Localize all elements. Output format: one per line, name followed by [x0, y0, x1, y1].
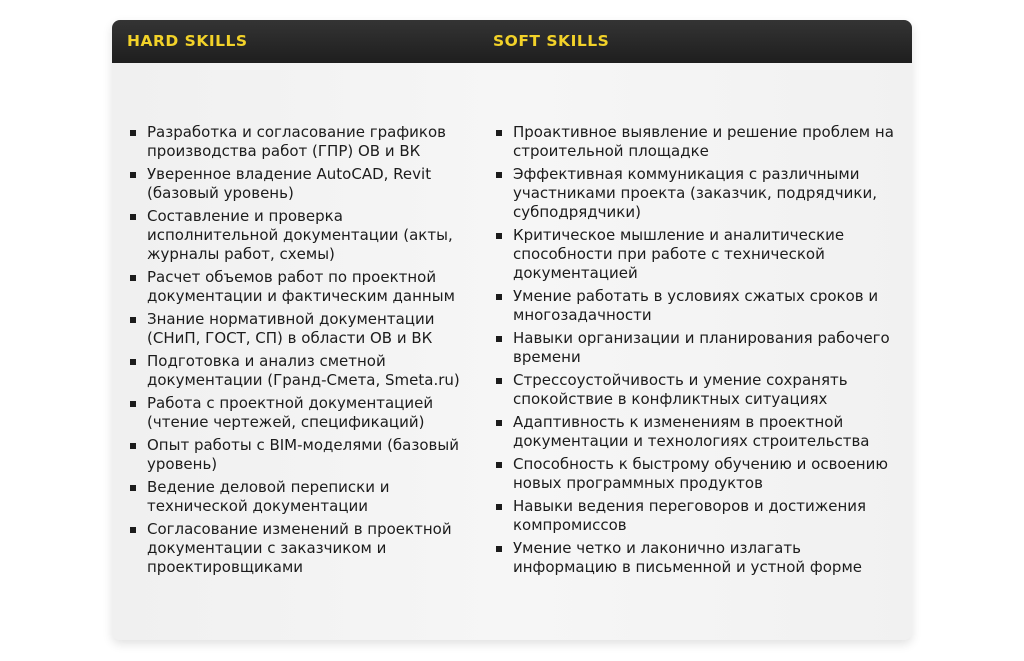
- list-item: [126, 520, 466, 577]
- list-item: [126, 478, 466, 516]
- list-item: [126, 165, 466, 203]
- list-item: [126, 268, 466, 306]
- skills-card: [112, 20, 912, 640]
- list-item-text: Подготовка и анализ сметной документации (Гранд-Смета, Smeta.ru): [147, 351, 460, 389]
- list-item: [492, 455, 897, 493]
- bullet-square-icon: [496, 546, 502, 552]
- bullet-square-icon: [496, 130, 502, 136]
- list-item: [126, 207, 466, 264]
- list-item-text: Адаптивность к изменениям в проектной документации и технологиях строительства: [513, 412, 870, 450]
- bullet-square-icon: [496, 378, 502, 384]
- bullet-square-icon: [130, 527, 136, 533]
- list-item: [492, 539, 897, 577]
- skills-body: [112, 63, 912, 640]
- list-item-text: Уверенное владение AutoCAD, Revit (базовый уровень): [147, 164, 432, 202]
- list-item: [492, 123, 897, 161]
- list-item-text: Работа с проектной документацией (чтение чертежей, спецификаций): [147, 393, 434, 431]
- bullet-square-icon: [496, 504, 502, 510]
- list-item: [492, 371, 897, 409]
- bullet-square-icon: [130, 214, 136, 220]
- bullet-square-icon: [130, 443, 136, 449]
- list-item-text: Критическое мышление и аналитические способности при работе с технической документацией: [513, 225, 845, 282]
- list-item-text: Согласование изменений в проектной документации с заказчиком и проектировщиками: [147, 519, 452, 576]
- bullet-square-icon: [496, 233, 502, 239]
- list-item-text: Навыки ведения переговоров и достижения компромиссов: [513, 496, 867, 534]
- bullet-square-icon: [496, 336, 502, 342]
- list-item-text: Ведение деловой переписки и технической документации: [147, 477, 390, 515]
- list-item: [492, 329, 897, 367]
- list-item: [126, 310, 466, 348]
- hard-skills-list: [126, 123, 466, 581]
- bullet-square-icon: [130, 275, 136, 281]
- bullet-square-icon: [496, 172, 502, 178]
- list-item-text: Расчет объемов работ по проектной документации и фактическим данным: [147, 267, 455, 305]
- list-item-text: Стрессоустойчивость и умение сохранять спокойствие в конфликтных ситуациях: [513, 370, 848, 408]
- list-item-text: Способность к быстрому обучению и освоению новых программных продуктов: [513, 454, 888, 492]
- bullet-square-icon: [130, 401, 136, 407]
- list-item-text: Навыки организации и планирования рабочего времени: [513, 328, 890, 366]
- list-item-text: Знание нормативной документации (СНиП, ГОСТ, СП) в области ОВ и ВК: [147, 309, 435, 347]
- list-item: [126, 436, 466, 474]
- soft-skills-title: SOFT SKILLS: [493, 32, 610, 50]
- list-item: [126, 352, 466, 390]
- hard-skills-column: [126, 63, 466, 640]
- soft-skills-list: [492, 123, 897, 581]
- list-item: [492, 165, 897, 222]
- bullet-square-icon: [130, 485, 136, 491]
- soft-skills-column: [492, 63, 897, 640]
- list-item: [492, 497, 897, 535]
- list-item: [126, 394, 466, 432]
- bullet-square-icon: [496, 294, 502, 300]
- list-item-text: Проактивное выявление и решение проблем на строительной площадке: [513, 122, 894, 160]
- list-item-text: Умение работать в условиях сжатых сроков и многозадачности: [513, 286, 879, 324]
- skills-header: [112, 20, 912, 63]
- bullet-square-icon: [496, 462, 502, 468]
- list-item-text: Составление и проверка исполнительной документации (акты, журналы работ, схемы): [147, 206, 453, 263]
- bullet-square-icon: [130, 172, 136, 178]
- list-item-text: Опыт работы с BIM-моделями (базовый уровень): [147, 435, 459, 473]
- list-item: [492, 287, 897, 325]
- list-item: [492, 413, 897, 451]
- bullet-square-icon: [130, 359, 136, 365]
- hard-skills-title: HARD SKILLS: [127, 32, 248, 50]
- list-item-text: Умение четко и лаконично излагать информацию в письменной и устной форме: [513, 538, 862, 576]
- list-item-text: Разработка и согласование графиков производства работ (ГПР) ОВ и ВК: [147, 122, 446, 160]
- list-item: [492, 226, 897, 283]
- bullet-square-icon: [130, 130, 136, 136]
- bullet-square-icon: [496, 420, 502, 426]
- bullet-square-icon: [130, 317, 136, 323]
- list-item: [126, 123, 466, 161]
- list-item-text: Эффективная коммуникация с различными участниками проекта (заказчик, подрядчики, субподрядчики): [513, 164, 877, 221]
